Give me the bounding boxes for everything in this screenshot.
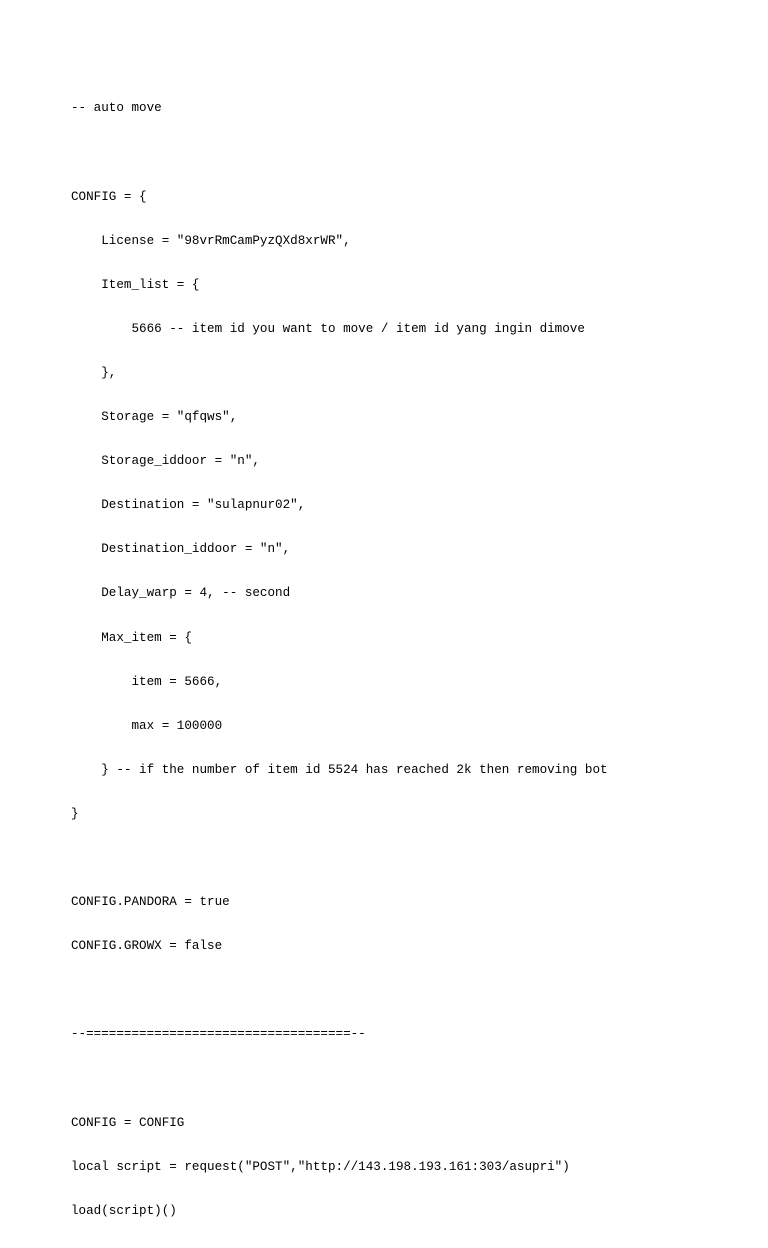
code-line: 5666 -- item id you want to move / item id yang ingin dimove: [71, 321, 585, 336]
code-line: [71, 851, 608, 866]
code-line: -- auto move: [71, 101, 162, 116]
code-line: },: [71, 365, 117, 380]
code-line: Destination_iddoor = "n",: [71, 542, 291, 557]
code-block: [71, 72, 608, 1248]
code-line: [71, 1071, 608, 1086]
code-line: }: [71, 806, 79, 821]
code-line: CONFIG = {: [71, 189, 147, 204]
code-line: local script = request("POST","http://143.198.193.161:303/asupri"): [71, 1159, 570, 1174]
code-line: Delay_warp = 4, -- second: [71, 586, 291, 601]
code-line: Item_list = {: [71, 277, 200, 292]
code-line: [71, 983, 608, 998]
code-line: CONFIG.GROWX = false: [71, 939, 223, 954]
code-line: Max_item = {: [71, 630, 192, 645]
code-line: max = 100000: [71, 718, 223, 733]
code-line: Destination = "sulapnur02",: [71, 498, 306, 513]
code-line: load(script)(): [71, 1203, 177, 1218]
code-line: Storage = "qfqws",: [71, 410, 238, 425]
code-line: CONFIG = CONFIG: [71, 1115, 185, 1130]
code-line: License = "98vrRmCamPyzQXd8xrWR",: [71, 233, 351, 248]
code-line: item = 5666,: [71, 674, 223, 689]
code-line: [71, 146, 608, 161]
code-line: Storage_iddoor = "n",: [71, 454, 260, 469]
code-line: CONFIG.PANDORA = true: [71, 895, 230, 910]
code-line: } -- if the number of item id 5524 has reached 2k then removing bot: [71, 762, 608, 777]
code-line: --===================================--: [71, 1027, 366, 1042]
